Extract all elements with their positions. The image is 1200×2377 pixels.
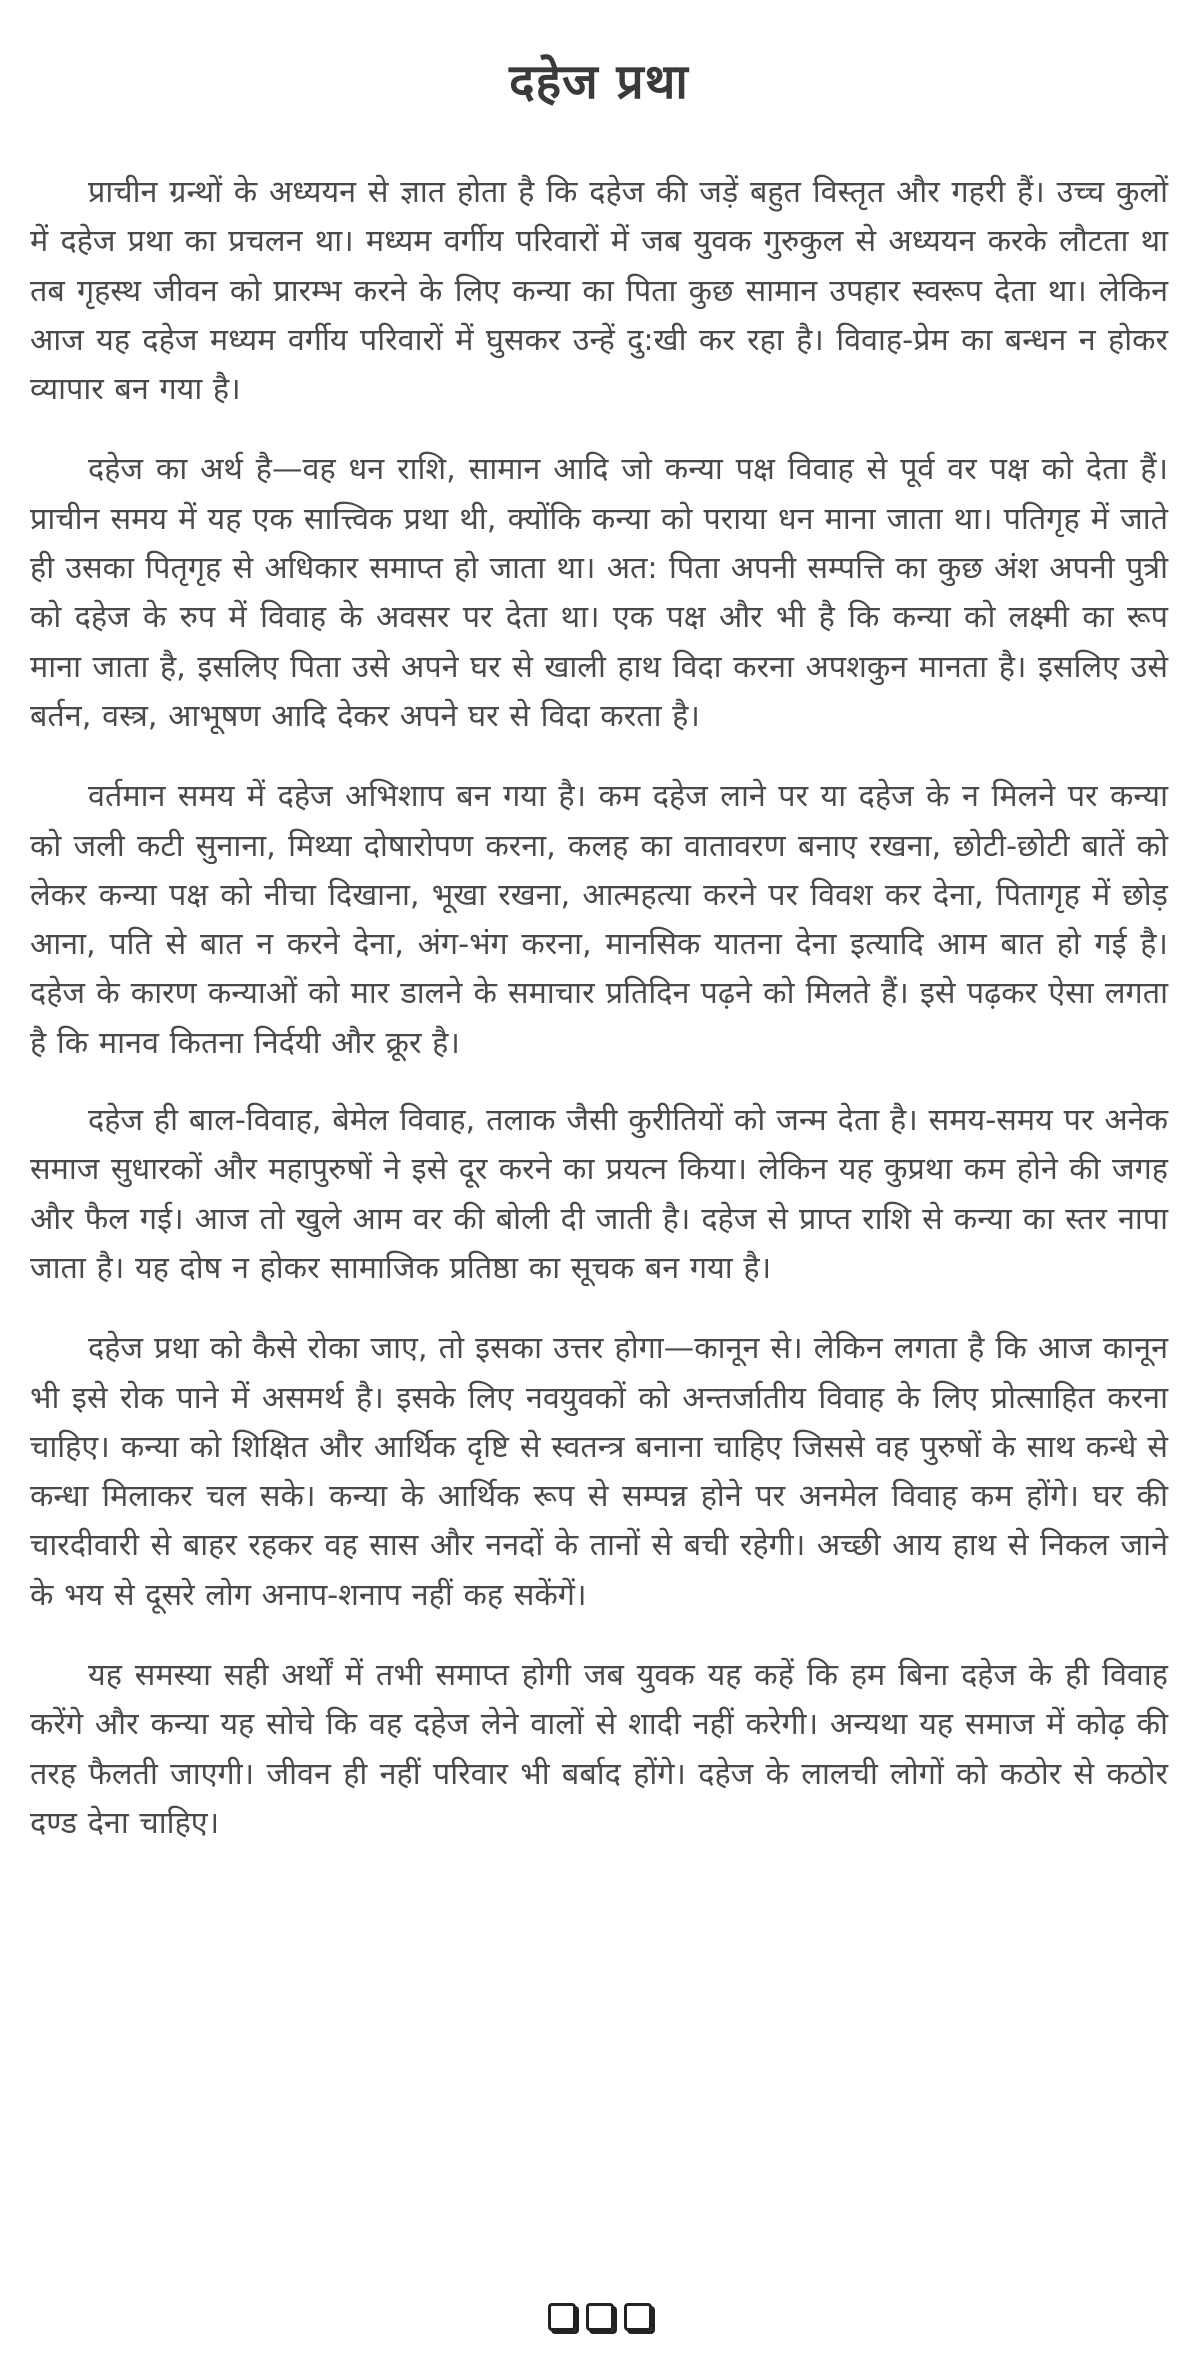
paragraph-5: दहेज प्रथा को कैसे रोका जाए, तो इसका उत्तर होगा—कानून से। लेकिन लगता है कि आज कानून भी इसे रोक पाने में असमर्थ है। इसके लिए नवयुवकों को अन्तर्जातीय विवाह के लिए प्रोत्साहित करना चाहिए। कन्या को शिक्षित और आर्थिक दृष्टि से स्वतन्त्र बनाना चाहिए जिससे वह पुरुषों के साथ कन्धे से कन्धा मिलाकर चल सके। कन्या के आर्थिक रूप से सम्पन्न होने पर अनमेल विवाह कम होंगे। घर की चारदीवारी से बाहर रहकर वह सास और ननदों के तानों से बची रहेगी। अच्छी आय हाथ से निकल जाने के भय से दूसरे लोग अनाप-शनाप नहीं कह सकेंगें।: [30, 1331, 1168, 1613]
end-marks: [0, 2295, 1200, 2336]
paragraph-4: दहेज ही बाल-विवाह, बेमेल विवाह, तलाक जैसी कुरीतियों को जन्म देता है। समय-समय पर अनेक समाज सुधारकों और महापुरुषों ने इसे दूर करने का प्रयत्न किया। लेकिन यह कुप्रथा कम होने की जगह और फैल गई। आज तो खुले आम वर की बोली दी जाती है। दहेज से प्राप्त राशि से कन्या का स्तर नापा जाता है। यह दोष न होकर सामाजिक प्रतिष्ठा का सूचक बन गया है।: [30, 1103, 1168, 1286]
paragraph-3: वर्तमान समय में दहेज अभिशाप बन गया है। कम दहेज लाने पर या दहेज के न मिलने पर कन्या को जली कटी सुनाना, मिथ्या दोषारोपण करना, कलह का वातावरण बनाए रखना, छोटी-छोटी बातें को लेकर कन्या पक्ष को नीचा दिखाना, भूखा रखना, आत्महत्या करने पर विवश कर देना, पितागृह में छोड़ आना, पति से बात न करने देना, अंग-भंग करना, मानसिक यातना देना इत्यादि आम बात हो गई है। दहेज के कारण कन्याओं को मार डालने के समाचार प्रतिदिन पढ़ने को मिलते हैं। इसे पढ़कर ऐसा लगता है कि मानव कितना निर्दयी और क्रूर है।: [30, 779, 1168, 1061]
page-title: दहेज प्रथा: [509, 54, 689, 110]
box-icon: [586, 2303, 614, 2331]
paragraph-1: प्राचीन ग्रन्थों के अध्ययन से ज्ञात होता है कि दहेज की जड़ें बहुत विस्तृत और गहरी हैं। उच्च कुलों में दहेज प्रथा का प्रचलन था। मध्यम वर्गीय परिवारों में जब युवक गुरुकुल से अध्ययन करके लौटता था तब गृहस्थ जीवन को प्रारम्भ करने के लिए कन्या का पिता कुछ सामान उपहार स्वरूप देता था। लेकिन आज यह दहेज मध्यम वर्गीय परिवारों में घुसकर उन्हें दु:खी कर रहा है। विवाह-प्रेम का बन्धन न होकर व्यापार बन गया है।: [30, 175, 1168, 408]
paragraph-6: यह समस्या सही अर्थों में तभी समाप्त होगी जब युवक यह कहें कि हम बिना दहेज के ही विवाह करेंगे और कन्या यह सोचे कि वह दहेज लेने वालों से शादी नहीं करेगी। अन्यथा यह समाज में कोढ़ की तरह फैलती जाएगी। जीवन ही नहीं परिवार भी बर्बाद होंगे। दहेज के लालची लोगों को कठोर से कठोर दण्ड देना चाहिए।: [30, 1658, 1168, 1841]
paragraph-2: दहेज का अर्थ है—वह धन राशि, सामान आदि जो कन्या पक्ष विवाह से पूर्व वर पक्ष को देता हैं। प्राचीन समय में यह एक सात्त्विक प्रथा थी, क्योंकि कन्या को पराया धन माना जाता था। पतिगृह में जाते ही उसका पितृगृह से अधिकार समाप्त हो जाता था। अत: पिता अपनी सम्पत्ति का कुछ अंश अपनी पुत्री को दहेज के रुप में विवाह के अवसर पर देता था। एक पक्ष और भी है कि कन्या को लक्ष्मी का रूप माना जाता है, इसलिए पिता उसे अपने घर से खाली हाथ विदा करना अपशकुन मानता है। इसलिए उसे बर्तन, वस्त्र, आभूषण आदि देकर अपने घर से विदा करता है।: [30, 452, 1168, 734]
box-icon: [548, 2303, 576, 2331]
box-icon: [624, 2303, 652, 2331]
